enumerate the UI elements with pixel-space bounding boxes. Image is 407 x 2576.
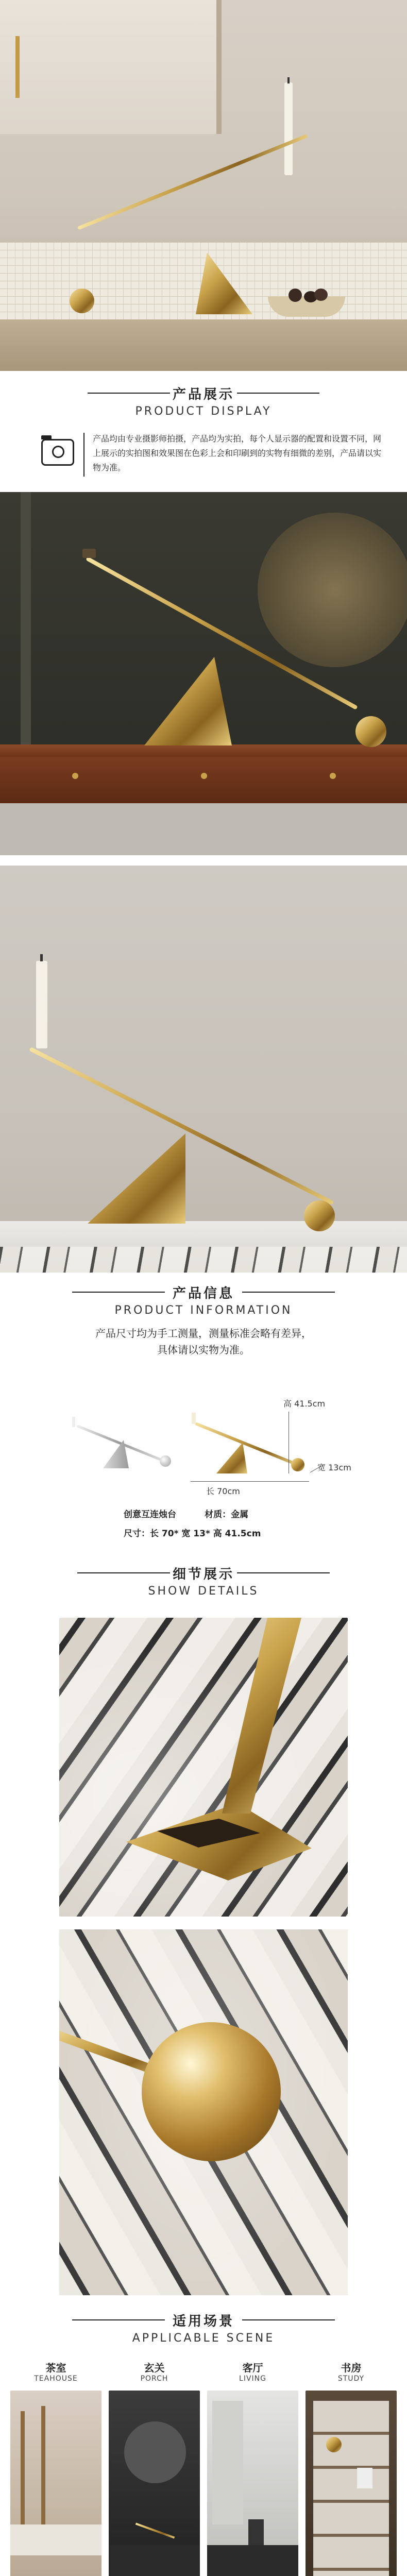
scene-title-cn: 适用场景 [172,2314,234,2329]
details-title-en: SHOW DETAILS [148,1585,259,1598]
information-title-cn: 产品信息 [172,1286,234,1301]
display-title-en: PRODUCT DISPLAY [135,405,272,418]
dim-width-label: 宽 13cm [317,1463,351,1472]
details-title-cn: 细节展示 [172,1567,234,1582]
display-title [0,384,407,418]
scene-label-en: LIVING [239,2375,266,2383]
hero-photo [0,0,407,371]
scene-label-cn: 书房 [341,2362,362,2374]
scene-title [0,2311,407,2345]
scene-label-cn: 茶室 [45,2362,66,2374]
scene-living [207,2360,298,2576]
camera-icon [41,439,74,466]
divider [83,433,84,477]
scene-grid [10,2360,397,2576]
material-label: 材质：金属 [205,1510,249,1520]
scene-label-en: TEAHOUSE [34,2375,78,2383]
detail-photo-ball [59,1929,348,2295]
display-notice-text: 产品均由专业摄影师拍摄，产品均为实拍，每个人显示器的配置和设置不同，网上展示的实拍图和效果图在色彩上会和印刷到的实物有细微的差别，产品请以实物为准。 [93,434,382,472]
scene-study [306,2360,397,2576]
spec-block [124,1507,361,1539]
scene-label-en: PORCH [140,2375,168,2383]
product-photo-marble [0,866,407,1273]
display-title-cn: 产品展示 [172,387,234,402]
display-notice [31,428,381,484]
scene-label-en: STUDY [337,2375,365,2383]
size-label: 尺寸：长 70* 宽 13* 高 41.5cm [124,1529,261,1539]
information-notice-line1: 产品尺寸均为手工测量，测量标准会略有差异， [95,1327,312,1340]
dim-height-label: 高 41.5cm [283,1399,326,1409]
detail-photo-base [59,1618,348,1917]
product-photo-console [0,492,407,855]
product-name: 创意互连烛台 [124,1510,176,1520]
scene-label-cn: 玄关 [144,2362,165,2374]
scene-label-cn: 客厅 [242,2362,263,2374]
scene-porch [109,2360,200,2576]
information-notice-line2: 具体请以实物为准。 [157,1344,250,1356]
information-title-en: PRODUCT INFORMATION [114,1304,293,1317]
dim-length-label: 长 70cm [206,1486,240,1496]
scene-title-en: APPLICABLE SCENE [132,2332,275,2345]
details-title [0,1564,407,1598]
scene-teahouse [10,2360,101,2576]
information-title [0,1283,407,1317]
information-notice [0,1325,407,1358]
dimension-diagram [0,1365,407,1494]
